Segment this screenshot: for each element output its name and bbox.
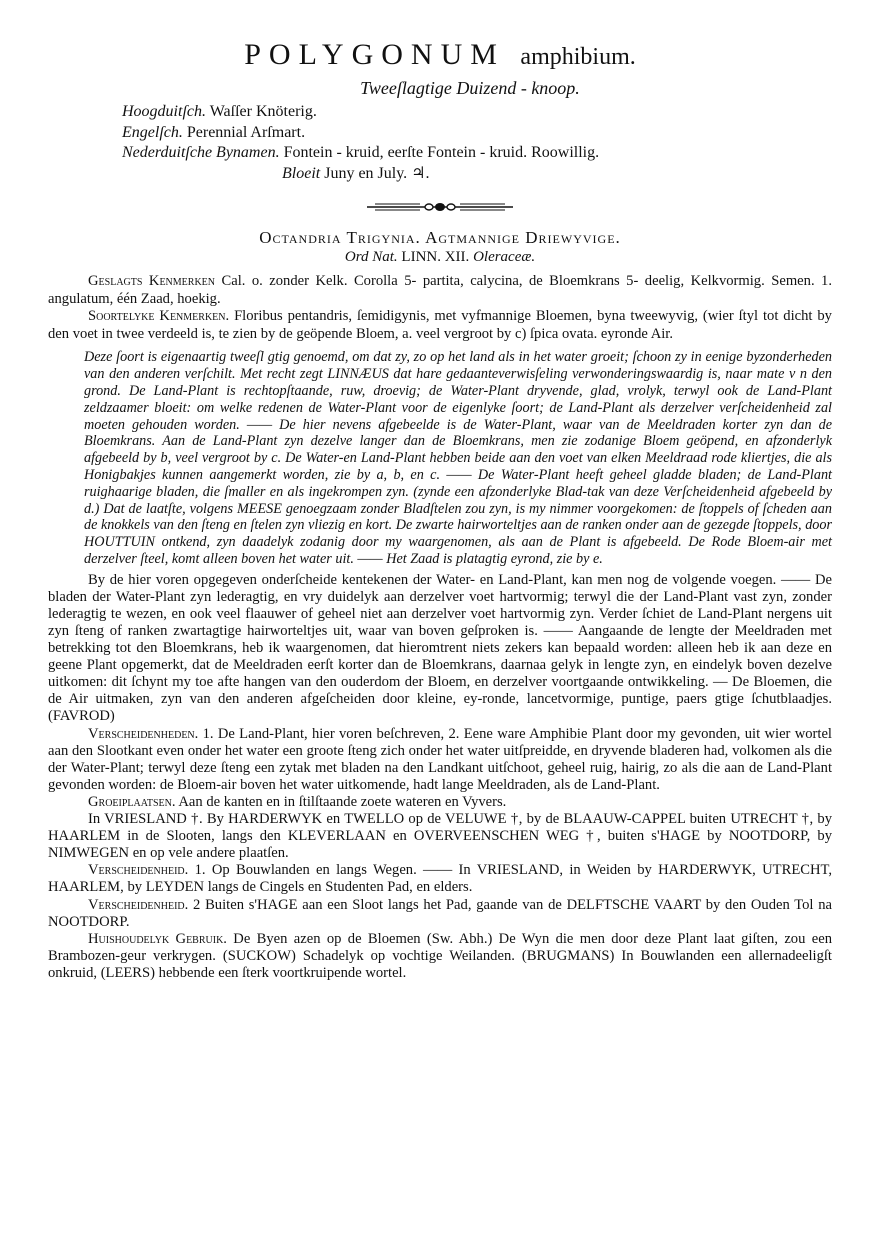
italic-description: Deze ſoort is eigenaartig tweeſl gtig genoemd, om dat zy, zo op het land als in het water groeit; ſchoon zy in eenige byzonderheden van den anderen verſchilt. Met recht zegt LINNÆUS dat hare gedaanteverwisſeling verwonderingswaardig is, naar mate v n den grond. De Land-Plant is rechtopſtaande, ruw, droevig; de Water-Plant dryvende, glad, vrolyk, terwyl ook de Land-Plant zeldzaamer bloeit: om welke redenen de Water-Plant voor de eigenlyke ſoort; de Land-Plant als derzelver verſcheidenheid zal moeten gehouden worden. —— De hier nevens afgebeelde is de Water-Plant, waar van de Meeldraden korter zyn dan de Bloemkrans. Aan de Land-Plant zyn dezelve langer dan de Bloemkrans, men zie zodanige Bloem geöpend, en afzonderlyk afgebeeld by b, veel vergroot by c. De Water-en Land-Plant hebben beide aan den voet van elken Meeldraad rode kliertjes, die als Honigbakjes kunnen aangemerkt worden, zie by a, b, en c. —— De Water-Plant heeft geheel gladde bladen; de Land-Plant ruighaarige bladen, die ſmaller en als ingekrompen zyn. (zynde een afzonderlyke Blad-tak van deze Verſcheidenheid afgebeeld by d.) Dat de laatſte, volgens MEESE genoegzaam zonder Bladſtelen zou zyn, is my nimmer voorgekomen: de ſtoppels of ſcheden aan de knokkels van den ſteng en ſtelen zyn vliezig en kort. De zwarte hairworteltjes aan de ranken onder aan de gezegde ſtoppels, door HOUTTUIN ontkend, zyn daadelyk zodanig door my waargenomen, als aan de Plant is afgebeeld. De Rode Bloem-air met derzelver ſteel, komt alleen boven het water uit. —— Het Zaad is platagtig eyrond, zie by e. — [84, 349, 832, 567]
common-names-block — [122, 102, 832, 184]
common-name-english: Engelſch. Perennial Arſmart. — [122, 123, 306, 141]
section-variety-1: Verscheidenheid. 1. Op Bouwlanden en langs Wegen. —— In VRIESLAND, in Weiden by HARDERWYK, UTRECHT, HAARLEM, by LEYDEN langs de Cingels en Studenten Pad, en elders. — [48, 862, 832, 896]
genus-name: POLYGONUM — [244, 38, 505, 71]
natural-order: Ord Nat. LINN. XII. Oleraceæ. — [344, 249, 536, 265]
genus-characteristics: Geslagts Kenmerken Cal. o. zonder Kelk. Corolla 5- partita, calycina, de Bloemkrans 5- deelig, Kelkvormig. Semen. 1. angulatum, één Zaad, hoekig. — [48, 273, 833, 307]
section-habitats: Groeiplaatsen. Aan de kanten en in ſtilſtaande zoete wateren en Vyvers. — [88, 793, 507, 810]
main-paragraph: By de hier voren opgegeven onderſcheide kentekenen der Water- en Land-Plant, kan men nog de volgende voegen. —— De bladen der Water-Plant zyn lederagtig, en vry duidelyk aan derzelver voet hartvormig; terwyl die der Land-Plant vast zyn, zonder lederagtig te wezen, en ook veel flaauwer of geheel niet aan derzelver voet hartvormig zyn. Verder ſchiet de Land-Plant nergens uit zyn ſteng of ranken zwartagtige hairworteltjes uit, waar van boven geſproken is. —— Aangaande de lengte der Meeldraden met betrekking tot den Bloemkrans, heb ik waargenomen, dat hieromtrent niets zekers kan bepaald worden: alleen heb ik aan deze en geene Plant opgemerkt, dat de Meeldraden eerſt korter dan de Bloemkrans, daarnaa gelyk in lengte zyn, en eindelyk boven dezelve uitkomen: dit ſchynt my toe afte hangen van den ouderdom der Bloem, en derzelver voortgaande ontwikkeling. — De Bloemen, die de Air uitmaken, zyn van den anderen afgeſcheiden door kleine, ey-ronde, lancetvormige, puntige, paers gtige ſchutblaadjes. (FAVROD) — [48, 571, 832, 725]
species-title — [48, 38, 832, 74]
main-text — [48, 572, 832, 982]
common-name-dutch: Nederduitſche Bynamen. Fontein - kruid, eerſte Fontein - kruid. Roowillig. — [122, 144, 600, 161]
flowering-time: Bloeit Juny en July. ♃. — [282, 164, 430, 182]
linnaean-class: Octandria Trigynia. Agtmannige Driewyvige. — [259, 228, 621, 247]
document-page — [0, 38, 874, 1238]
species-characteristics: Soortelyke Kenmerken. Floribus pentandris, ſemidigynis, met vyfmannige Bloemen, byna tweewyvig, (wier ſtyl tot dicht by den voet in twee verdeeld is, te zien by de geöpende Bloem, a. veel vergroot by c) ſpica ovata. eyronde Air. — [48, 308, 832, 342]
common-name-german: Hoogduitſch. Waſſer Knöterig. — [122, 103, 317, 120]
dutch-name: Tweeſlagtige Duizend - knoop. — [360, 78, 580, 98]
section-localities: In VRIESLAND †. By HARDERWYK en TWELLO op de VELUWE †, by de BLAAUW-CAPPEL buiten UTRECHT †, by HAARLEM in de Slooten, langs den KLEVERLAAN en OVERVEENSCHEN WEG †, buiten s'HAGE by NOOTDORP, by NIMWEGEN en op vele andere plaatſen. — [48, 811, 832, 862]
perennial-symbol: ♃. — [411, 164, 430, 182]
ornament-divider — [365, 200, 515, 214]
characteristics-block — [48, 273, 832, 343]
species-epithet: amphibium. — [520, 44, 636, 70]
section-variety-2: Verscheidenheid. 2 Buiten s'HAGE aan een Sloot langs het Pad, gaande van de DELFTSCHE VAART by den Ouden Tol na NOOTDORP. — [48, 896, 832, 930]
section-household-use: Huishoudelyk Gebruik. De Byen azen op de Bloemen (Sw. Abh.) De Wyn die men door deze Plant laat giſten, zou een Brambozen-geur verkrygen. (SUCKOW) Schadelyk op vochtige Weilanden. (BRUGMANS) In Bouwlanden een allernadeeligſt onkruid, (LEERS) hebbende een ſterk voortkruipende wortel. — [48, 930, 832, 981]
section-varieties: Verscheidenheden. 1. De Land-Plant, hier voren beſchreven, 2. Eene ware Amphibie Plant door my gevonden, uit wier wortel aan den Slootkant even onder het water een groote ſteng zich onder het water uitſpreidde, en dryvende bladeren had, volkomen als die der Water-Plant; terwyl deze ſteng een zytak met bladen na den Landkant uitſchoot, geheel ruig, hairig, zo als die aan de Land-Plant gevonden worden: de Bloem-air boven het water uitkomende, hadt lange Meeldraden, als de Land-Plant. — [48, 725, 832, 793]
